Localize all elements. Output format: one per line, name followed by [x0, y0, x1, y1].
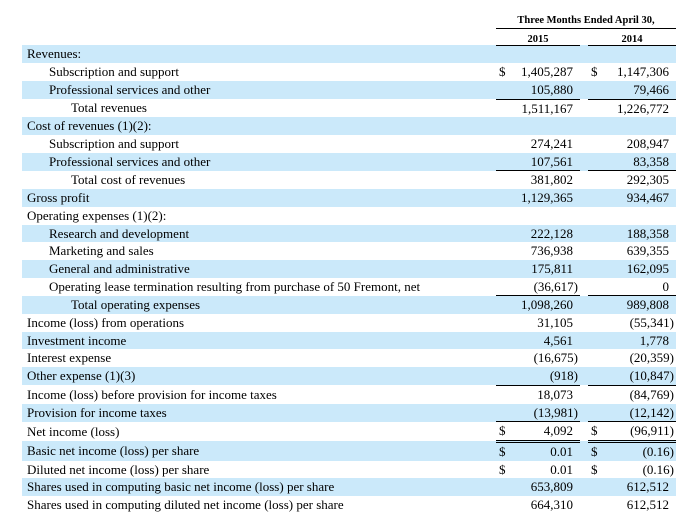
cell-value: 188,358 [626, 225, 669, 241]
value-2014 [588, 332, 676, 350]
cell-value: 222,128 [530, 225, 573, 241]
column-gap [580, 260, 588, 278]
column-gap [580, 153, 588, 171]
cell-value: 736,938 [530, 243, 573, 259]
column-gap [580, 117, 588, 135]
value-2014 [588, 296, 676, 314]
row-label: Gross profit [22, 189, 496, 207]
cell-value: (0.16) [642, 461, 674, 477]
cell-value: 1,226,772 [617, 100, 669, 116]
table-row [22, 278, 676, 296]
value-2015 [496, 242, 580, 260]
value-2014 [588, 422, 676, 442]
value-2014 [588, 225, 676, 243]
column-gap [580, 29, 588, 46]
cell-value: (20,359) [629, 350, 674, 366]
row-label: Interest expense [27, 350, 112, 366]
column-gap [580, 189, 588, 207]
cell-value: 612,512 [626, 497, 669, 513]
column-gap [580, 367, 588, 385]
cell-value: 0 [662, 278, 669, 294]
cell-value: (918) [549, 368, 578, 384]
cell-value: 381,802 [530, 172, 573, 188]
cell-value: 1,405,287 [521, 64, 573, 80]
table-row [22, 117, 676, 135]
cell-value: 292,305 [626, 172, 669, 188]
cell-value: (96,911) [630, 423, 674, 439]
value-2015 [496, 63, 580, 81]
table-header [22, 1, 676, 45]
row-label: Professional services and other [22, 81, 496, 99]
dollar-sign: $ [591, 423, 598, 439]
table-row [22, 207, 676, 225]
value-2014 [588, 117, 676, 135]
row-label: Revenues: [22, 45, 496, 63]
column-gap [580, 422, 588, 442]
value-2014 [588, 153, 676, 171]
table-row [22, 314, 676, 332]
cell-value: 989,808 [626, 297, 669, 313]
row-label: Research and development [22, 225, 496, 243]
row-label: Cost of revenues (1)(2): [22, 117, 496, 135]
period-header-label: Three Months Ended April 30, [496, 1, 676, 29]
table-row [22, 99, 676, 117]
cell-value: 0.01 [550, 443, 573, 459]
cell-value: 1,778 [639, 332, 669, 348]
table-row [22, 296, 676, 314]
row-label: Shares used in computing basic net income (loss) per share [22, 478, 496, 496]
table-row [22, 367, 676, 385]
table-row [22, 81, 676, 99]
column-gap [580, 63, 588, 81]
row-label: Provision for income taxes [22, 404, 496, 422]
cell-value: (12,142) [629, 404, 674, 420]
table-row [22, 63, 676, 81]
cell-value: (0.16) [642, 443, 674, 459]
cell-value: 4,561 [543, 332, 573, 348]
cell-value: 1,098,260 [521, 297, 573, 313]
cell-value: 107,561 [530, 153, 573, 169]
value-2014 [588, 207, 676, 225]
column-gap [580, 296, 588, 314]
dollar-sign: $ [499, 443, 506, 459]
value-2015 [496, 349, 580, 367]
table-row [22, 189, 676, 207]
value-2015 [496, 99, 580, 117]
cell-value: 83,358 [633, 153, 669, 169]
row-label: Total operating expenses [22, 296, 496, 314]
column-gap [580, 349, 588, 367]
column-header-2014: 2014 [588, 29, 676, 46]
value-2015 [496, 189, 580, 207]
cell-value: 31,105 [537, 315, 573, 331]
value-2015 [496, 478, 580, 496]
column-gap [580, 135, 588, 153]
value-2014 [588, 367, 676, 385]
column-gap [580, 242, 588, 260]
cell-value: 79,466 [633, 81, 669, 97]
cell-value: 1,511,167 [521, 100, 573, 116]
column-gap [580, 496, 588, 514]
cell-value: (36,617) [533, 278, 578, 294]
column-header-2015: 2015 [496, 29, 580, 46]
table-row [22, 135, 676, 153]
column-gap [580, 478, 588, 496]
value-2014 [588, 189, 676, 207]
header-years-row [22, 29, 676, 46]
value-2014 [588, 135, 676, 153]
value-2014 [588, 81, 676, 99]
column-gap [580, 404, 588, 422]
dollar-sign: $ [499, 461, 506, 477]
header-period-row [22, 1, 676, 29]
row-label: Income (loss) before provision for income taxes [27, 386, 277, 402]
value-2015 [496, 117, 580, 135]
value-2014 [588, 242, 676, 260]
value-2015 [496, 225, 580, 243]
value-2014 [588, 45, 676, 63]
dollar-sign: $ [591, 64, 598, 80]
cell-value: 934,467 [626, 190, 669, 206]
row-label: Operating lease termination resulting from purchase of 50 Fremont, net [49, 278, 421, 294]
value-2014 [588, 63, 676, 81]
row-label: Total revenues [71, 100, 147, 116]
income-statement-table [22, 1, 676, 514]
cell-value: (55,341) [629, 315, 674, 331]
row-label: Operating expenses (1)(2): [27, 207, 167, 223]
table-row [22, 441, 676, 460]
value-2015 [496, 135, 580, 153]
value-2014 [588, 99, 676, 117]
table-row [22, 225, 676, 243]
dollar-sign: $ [591, 443, 598, 459]
value-2014 [588, 461, 676, 479]
dollar-sign: $ [499, 64, 506, 80]
value-2014 [588, 385, 676, 403]
row-label: Basic net income (loss) per share [22, 441, 496, 460]
table-row [22, 242, 676, 260]
cell-value: 274,241 [530, 136, 573, 151]
row-label: Investment income [22, 332, 496, 350]
value-2015 [496, 207, 580, 225]
table-row [22, 478, 676, 496]
row-label: Other expense (1)(3) [22, 367, 496, 385]
cell-value: 1,129,365 [521, 190, 573, 206]
cell-value: (84,769) [629, 386, 674, 402]
column-gap [580, 278, 588, 296]
cell-value: 653,809 [530, 479, 573, 495]
value-2015 [496, 260, 580, 278]
cell-value: 0.01 [550, 461, 573, 477]
table-row [22, 332, 676, 350]
column-gap [580, 385, 588, 403]
value-2014 [588, 478, 676, 496]
value-2015 [496, 332, 580, 350]
table-row [22, 260, 676, 278]
value-2014 [588, 496, 676, 514]
cell-value: 175,811 [531, 260, 573, 276]
value-2014 [588, 260, 676, 278]
value-2015 [496, 367, 580, 385]
table-row [22, 422, 676, 442]
row-label: Net income (loss) [27, 423, 120, 439]
row-label: Diluted net income (loss) per share [27, 461, 210, 477]
value-2014 [588, 314, 676, 332]
cell-value: 105,880 [530, 81, 573, 97]
value-2014 [588, 171, 676, 189]
cell-value: 162,095 [626, 260, 669, 276]
value-2015 [496, 153, 580, 171]
row-label: Marketing and sales [49, 243, 154, 259]
row-label: Subscription and support [49, 64, 179, 80]
column-gap [580, 441, 588, 460]
cell-value: (10,847) [629, 368, 674, 384]
table-row [22, 385, 676, 403]
table-row [22, 461, 676, 479]
column-gap [580, 171, 588, 189]
value-2015 [496, 441, 580, 460]
value-2014 [588, 441, 676, 460]
cell-value: 1,147,306 [617, 64, 669, 80]
value-2015 [496, 385, 580, 403]
value-2015 [496, 296, 580, 314]
cell-value: (13,981) [533, 404, 578, 420]
value-2015 [496, 45, 580, 63]
cell-value: 208,947 [626, 136, 669, 151]
table-row [22, 349, 676, 367]
value-2015 [496, 461, 580, 479]
column-gap [580, 45, 588, 63]
table-row [22, 496, 676, 514]
header-spacer [22, 1, 496, 29]
dollar-sign: $ [591, 461, 598, 477]
table-row [22, 171, 676, 189]
value-2015 [496, 496, 580, 514]
row-label: Subscription and support [49, 136, 179, 151]
cell-value: 612,512 [626, 479, 669, 495]
row-label: Total cost of revenues [71, 172, 186, 188]
column-gap [580, 225, 588, 243]
value-2015 [496, 404, 580, 422]
cell-value: 4,092 [543, 423, 573, 439]
value-2015 [496, 422, 580, 442]
row-label: Professional services and other [22, 153, 496, 171]
value-2015 [496, 171, 580, 189]
cell-value: (16,675) [533, 350, 578, 366]
row-label: General and administrative [22, 260, 496, 278]
cell-value: 639,355 [626, 243, 669, 259]
table-row [22, 153, 676, 171]
value-2014 [588, 278, 676, 296]
column-gap [580, 207, 588, 225]
row-label: Income (loss) from operations [27, 315, 185, 331]
column-gap [580, 81, 588, 99]
value-2015 [496, 81, 580, 99]
row-label: Shares used in computing diluted net income (loss) per share [27, 497, 344, 513]
column-gap [580, 461, 588, 479]
table-row [22, 404, 676, 422]
value-2014 [588, 349, 676, 367]
value-2015 [496, 314, 580, 332]
value-2014 [588, 404, 676, 422]
column-gap [580, 314, 588, 332]
value-2015 [496, 278, 580, 296]
dollar-sign: $ [499, 423, 506, 439]
cell-value: 664,310 [530, 497, 573, 513]
table-body [22, 45, 676, 514]
column-gap [580, 332, 588, 350]
header-spacer [22, 29, 496, 46]
table-row [22, 45, 676, 63]
cell-value: 18,073 [537, 386, 573, 402]
column-gap [580, 99, 588, 117]
